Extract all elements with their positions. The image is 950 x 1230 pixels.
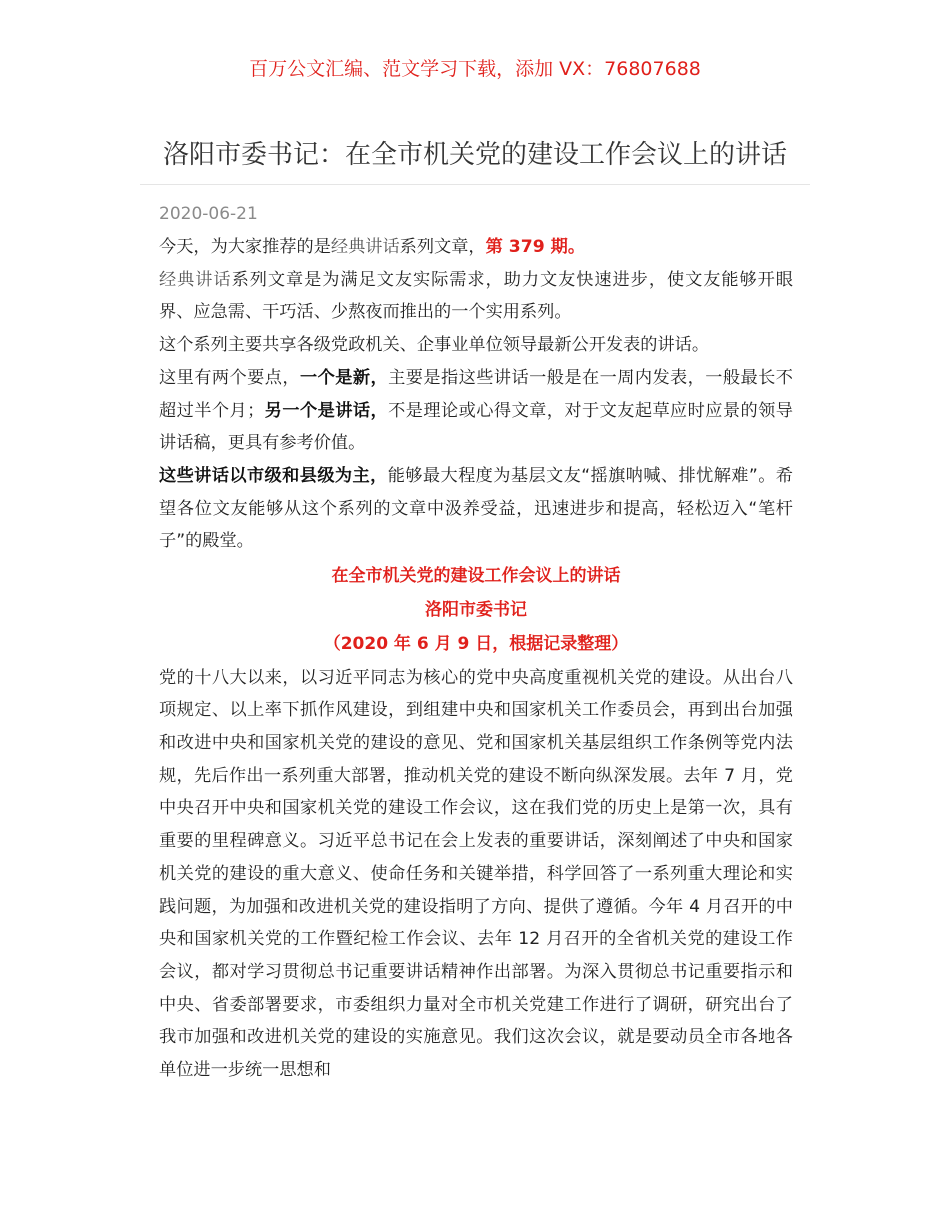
intro-paragraph-3: 这个系列主要共享各级党政机关、企事业单位领导最新公开发表的讲话。: [159, 335, 710, 356]
intro-text: 能够最大程度为基层文友“摇旗呐喊、排忧解难”。希望各位文友能够从这个系列的文章中汲养受益，迅速进步和提高，轻松迈入“笔杆子”的殿堂。: [159, 465, 793, 552]
series-name: 经典讲话: [330, 237, 400, 257]
intro-paragraph-4: [159, 362, 793, 460]
speech-speaker: 洛阳市委书记: [425, 600, 527, 621]
publish-date: 2020-06-21: [159, 204, 258, 224]
promo-banner: 百万公文汇编、范文学习下载，添加 VX：76807688: [249, 58, 701, 80]
key-point-level: 这些讲话以市级和县级为主，: [159, 465, 388, 486]
intro-text: 不是理论或心得文章，对于文友起草应时应景的领导讲话稿，更具有参考价值。: [159, 400, 793, 454]
speech-date-note: （2020 年 6 月 9 日，根据记录整理）: [323, 634, 629, 655]
title-divider: [140, 184, 810, 185]
issue-number: 第 379 期。: [485, 237, 586, 257]
key-point-new: 一个是新，: [299, 367, 389, 388]
intro-paragraph-5: [159, 460, 793, 558]
speech-heading: 在全市机关党的建设工作会议上的讲话: [331, 566, 621, 587]
series-name: 经典讲话: [159, 269, 232, 290]
article-title: 洛阳市委书记：在全市机关党的建设工作会议上的讲话: [162, 140, 787, 170]
intro-text: 今天，为大家推荐的是: [159, 237, 331, 257]
speech-body-paragraph: 党的十八大以来，以习近平同志为核心的党中央高度重视机关党的建设。从出台八项规定、以上率下抓作风建设，到组建中央和国家机关工作委员会，再到出台加强和改进中央和国家机关党的建设的意见、党和国家机关基层组织工作条例等党内法规，先后作出一系列重大部署，推动机关党的建设不断向纵深发展。去年 7 月，党中央召开中央和国家机关党的建设工作会议，这在我们党的历史上是第一次，具有重要的里程碑意义。习近平总书记在会上发表的重要讲话，深刻阐述了中央和国家机关党的建设的重大意义、使命任务和关键举措，科学回答了一系列重大理论和实践问题，为加强和改进机关党的建设指明了方向、提供了遵循。今年 4 月召开的中央和国家机关党的工作暨纪检工作会议、去年 12 月召开的全省机关党的建设工作会议，都对学习贯彻总书记重要讲话精神作出部署。为深入贯彻总书记重要指示和中央、省委部署要求，市委组织力量对全市机关党建工作进行了调研，研究出台了我市加强和改进机关党的建设的实施意见。我们这次会议，就是要动员全市各地各单位进一步统一思想和: [159, 667, 793, 1081]
intro-paragraph-1: [159, 231, 793, 264]
intro-text: 这里有两个要点，: [159, 367, 300, 388]
intro-text: 系列文章，: [399, 237, 486, 257]
article-content: [159, 201, 793, 1087]
key-point-speech: 另一个是讲话，: [264, 400, 389, 421]
intro-text: 主要是指这些讲话一般是在一周内发表，一般最长不超过半个月；: [159, 367, 793, 421]
intro-text: 系列文章是为满足文友实际需求，助力文友快速进步，使文友能够开眼界、应急需、干巧活、少熬夜而推出的一个实用系列。: [159, 269, 793, 323]
intro-paragraph-2: [159, 264, 793, 329]
